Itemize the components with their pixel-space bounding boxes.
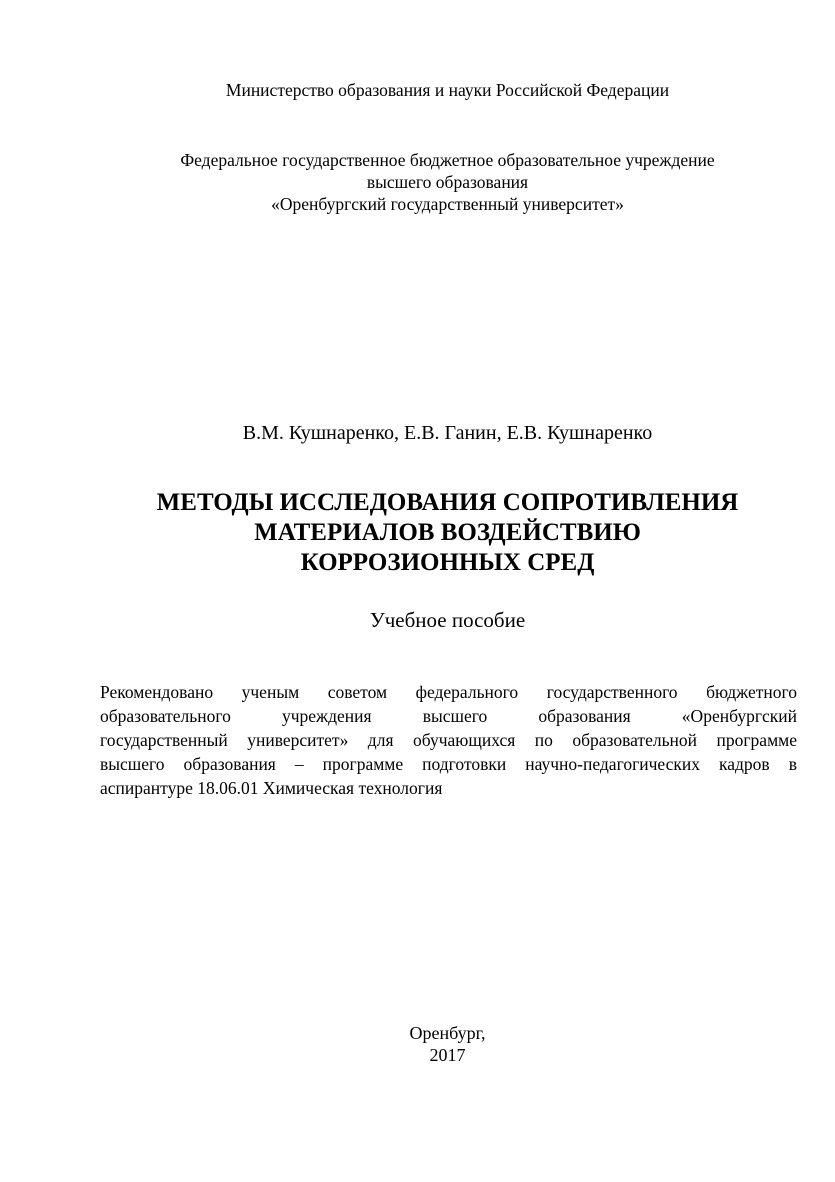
recommendation-line-4: высшего образования – программе подготовки научно-педагогических кадров в [100,754,797,774]
ministry-heading: Министерство образования и науки Российской Федерации [225,80,670,100]
imprint-year: 2017 [429,1045,466,1065]
authors: В.М. Кушнаренко, Е.В. Ганин, Е.В. Кушнаренко [242,422,653,444]
book-title-line-3: КОРРОЗИОННЫХ СРЕД [300,549,595,576]
institution-block [30,149,835,215]
institution-line-1: Федеральное государственное бюджетное образовательное учреждение [180,150,715,170]
book-subtitle: Учебное пособие [369,608,526,632]
book-title-line-1: МЕТОДЫ ИССЛЕДОВАНИЯ СОПРОТИВЛЕНИЯ [156,489,739,516]
recommendation-line-5: аспирантуре 18.06.01 Химическая технология [100,778,443,798]
recommendation-paragraph [100,680,797,800]
recommendation-line-1: Рекомендовано ученым советом федерального государственного бюджетного [100,682,797,702]
book-title-line-2: МАТЕРИАЛОВ ВОЗДЕЙСТВИЮ [254,519,641,546]
book-title [30,488,835,578]
imprint-block [30,1022,835,1066]
institution-line-3: «Оренбургский государственный университет» [271,194,624,214]
recommendation-line-3: государственный университет» для обучающихся по образовательной программе [100,730,797,750]
imprint-city: Оренбург, [409,1023,486,1043]
institution-line-2: высшего образования [366,172,529,192]
recommendation-line-2: образовательного учреждения высшего образования «Оренбургский [100,706,797,726]
